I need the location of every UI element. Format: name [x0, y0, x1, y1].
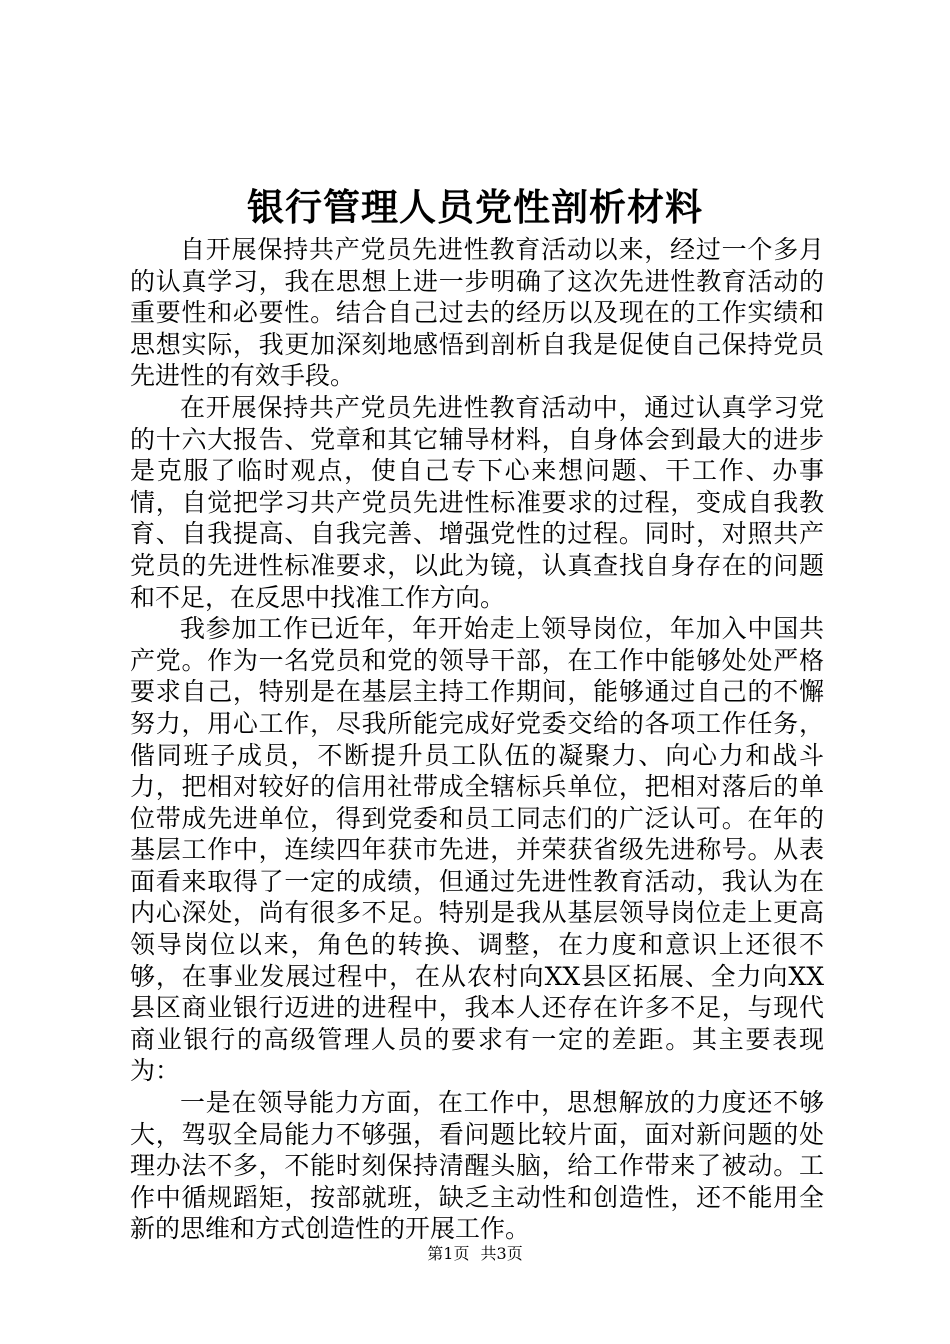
- document-title: 银行管理人员党性剖析材料: [247, 185, 703, 229]
- page-number: 第1页: [427, 1244, 470, 1263]
- paragraph: 我参加工作已近年，年开始走上领导岗位，年加入中国共产党。作为一名党员和党的领导干部，在工作中能够处处严格要求自己，特别是在基层主持工作期间，能够通过自己的不懈努力，用心工作，尽我所能完成好党委交给的各项工作任务，偕同班子成员，不断提升员工队伍的凝聚力、向心力和战斗力，把相对较好的信用社带成全辖标兵单位，把相对落后的单位带成先进单位，得到党委和员工同志们的广泛认可。在年的基层工作中，连续四年获市先进，并荣获省级先进称号。从表面看来取得了一定的成绩，但通过先进性教育活动，我认为在内心深处，尚有很多不足。特别是我从基层领导岗位走上更高领导岗位以来，角色的转换、调整，在力度和意识上还很不够，在事业发展过程中，在从农村向XX县区拓展、全力向XX县区商业银行迈进的进程中，我本人还存在许多不足，与现代商业银行的高级管理人员的要求有一定的差距。其主要表现为：: [130, 614, 824, 1086]
- paragraph: 自开展保持共产党员先进性教育活动以来，经过一个多月的认真学习，我在思想上进一步明确了这次先进性教育活动的重要性和必要性。结合自己过去的经历以及现在的工作实绩和思想实际，我更加深刻地感悟到剖析自我是促使自己保持党员先进性的有效手段。: [130, 235, 824, 391]
- paragraph: 在开展保持共产党员先进性教育活动中，通过认真学习党的十六大报告、党章和其它辅导材料，自身体会到最大的进步是克服了临时观点，使自己专下心来想问题、干工作、办事情，自觉把学习共产党员先进性标准要求的过程，变成自我教育、自我提高、自我完善、增强党性的过程。同时，对照共产党员的先进性标准要求，以此为镜，认真查找自身存在的问题和不足，在反思中找准工作方向。: [130, 392, 824, 612]
- page-footer: [0, 1243, 950, 1265]
- page-total: 共3页: [480, 1244, 523, 1263]
- document-body: [130, 234, 824, 1245]
- paragraph: 一是在领导能力方面，在工作中，思想解放的力度还不够大，驾驭全局能力不够强，看问题比较片面，面对新问题的处理办法不多，不能时刻保持清醒头脑，给工作带来了被动。工作中循规蹈矩，按部就班，缺乏主动性和创造性，还不能用全新的思维和方式创造性的开展工作。: [130, 1088, 824, 1244]
